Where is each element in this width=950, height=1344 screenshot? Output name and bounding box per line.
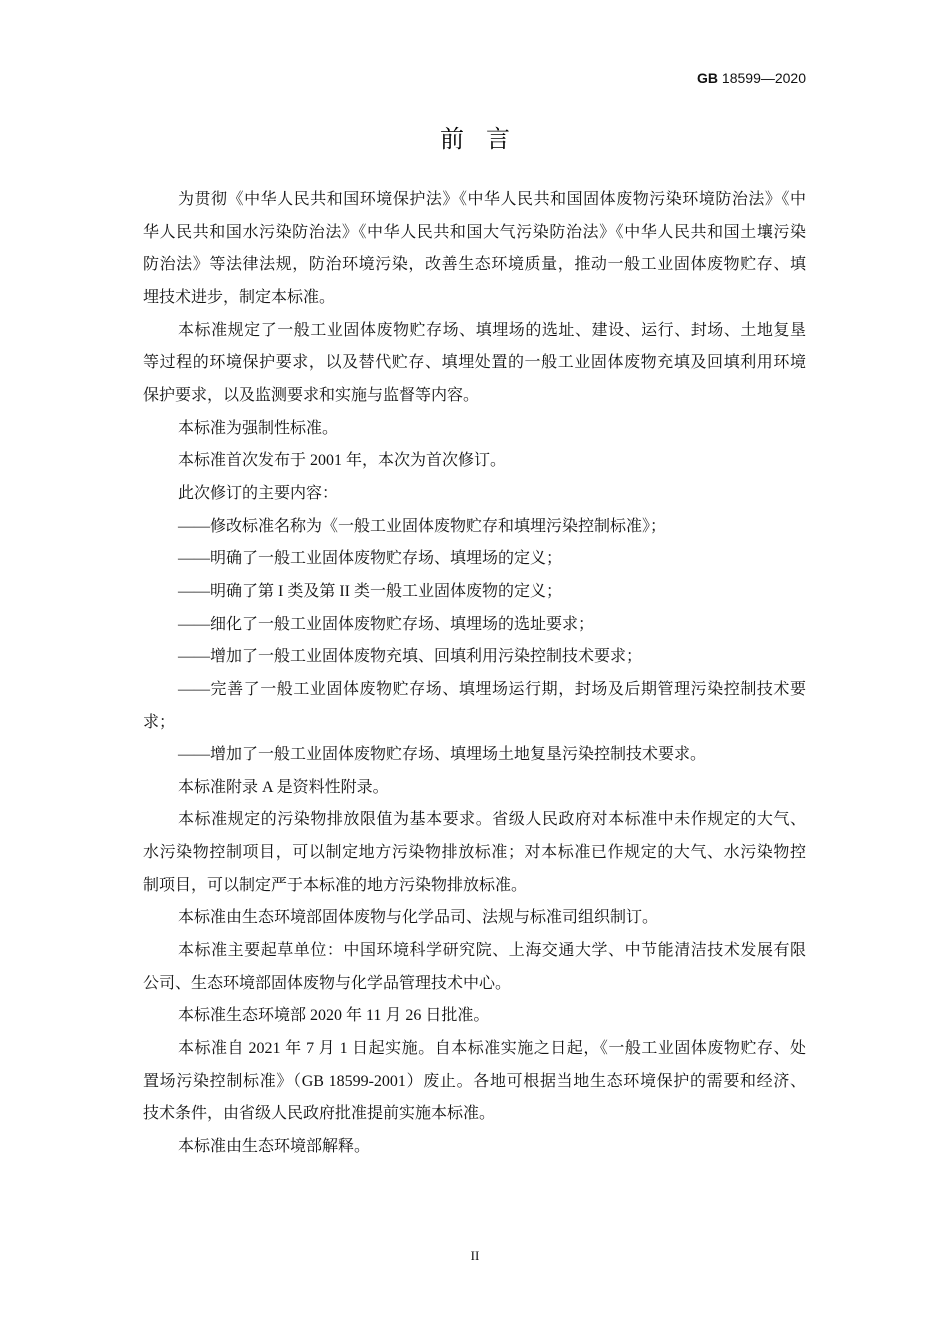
paragraph xyxy=(143,674,806,739)
paragraph-line: ——细化了一般工业固体废物贮存场、填埋场的选址要求； xyxy=(178,615,595,633)
paragraph xyxy=(143,184,806,315)
paragraph-line: 本标准为强制性标准。 xyxy=(178,419,339,437)
paragraph xyxy=(143,413,806,446)
paragraph-line: 本标准由生态环境部固体废物与化学品司、法规与标准司组织制订。 xyxy=(178,909,659,927)
paragraph xyxy=(143,315,806,413)
paragraph-line: 此次修订的主要内容： xyxy=(178,484,339,502)
paragraph xyxy=(143,1033,806,1131)
standard-code-header xyxy=(697,69,806,87)
paragraph-line: 公司、生态环境部固体废物与化学品管理技术中心。 xyxy=(143,974,512,992)
paragraph-line: 为贯彻《中华人民共和国环境保护法》《中华人民共和国固体废物污染环境防治法》《中 xyxy=(178,191,806,208)
paragraph-line: 本标准自 2021 年 7 月 1 日起实施。自本标准实施之日起，《一般工业固体废物贮存、处 xyxy=(178,1040,806,1058)
paragraph xyxy=(143,543,806,576)
paragraph-line: 等过程的环境保护要求，以及替代贮存、填埋处置的一般工业固体废物充填及回填利用环境 xyxy=(143,354,806,372)
paragraph xyxy=(143,609,806,642)
paragraph-line: 本标准主要起草单位：中国环境科学研究院、上海交通大学、中节能清洁技术发展有限 xyxy=(178,942,806,960)
paragraph xyxy=(143,935,806,1000)
paragraph-line: 保护要求，以及监测要求和实施与监督等内容。 xyxy=(143,386,480,404)
paragraph-line: 埋技术进步，制定本标准。 xyxy=(143,288,336,306)
paragraph-line: 本标准规定了一般工业固体废物贮存场、填埋场的选址、建设、运行、封场、土地复垦 xyxy=(178,321,806,339)
paragraph-line: 本标准生态环境部 2020 年 11 月 26 日批准。 xyxy=(178,1007,490,1025)
page-number: II xyxy=(470,1248,480,1263)
paragraph-line: 技术条件，由省级人民政府批准提前实施本标准。 xyxy=(143,1105,496,1123)
paragraph-line: 本标准附录 A 是资料性附录。 xyxy=(178,778,389,796)
paragraph-line: ——明确了第 I 类及第 II 类一般工业固体废物的定义； xyxy=(178,582,562,600)
paragraph-line: 制项目，可以制定严于本标准的地方污染物排放标准。 xyxy=(143,876,528,894)
paragraph xyxy=(143,445,806,478)
paragraph-line: 置场污染控制标准》（GB 18599-2001）废止。各地可根据当地生态环境保护的需要和经济、 xyxy=(143,1072,806,1090)
paragraph-line: 本标准规定的污染物排放限值为基本要求。省级人民政府对本标准中未作规定的大气、 xyxy=(178,811,806,829)
paragraph xyxy=(143,511,806,544)
paragraph-line: 求； xyxy=(143,713,176,731)
standard-code-prefix: GB xyxy=(697,70,719,86)
paragraph-line: 防治法》等法律法规，防治环境污染，改善生态环境质量，推动一般工业固体废物贮存、填 xyxy=(143,256,806,274)
page-title: 前 言 xyxy=(440,127,518,153)
paragraph-line: 本标准由生态环境部解释。 xyxy=(178,1138,371,1156)
paragraph-line: ——明确了一般工业固体废物贮存场、填埋场的定义； xyxy=(178,550,563,568)
paragraph xyxy=(143,641,806,674)
paragraph xyxy=(143,1131,806,1164)
paragraph xyxy=(143,739,806,772)
paragraph-line: ——增加了一般工业固体废物充填、回填利用污染控制技术要求； xyxy=(178,648,643,666)
paragraph xyxy=(143,772,806,805)
paragraph xyxy=(143,1000,806,1033)
paragraph xyxy=(143,804,806,902)
paragraph-line: 水污染物控制项目，可以制定地方污染物排放标准；对本标准已作规定的大气、水污染物控 xyxy=(143,844,806,862)
paragraph xyxy=(143,576,806,609)
paragraph-line: 华人民共和国水污染防治法》《中华人民共和国大气污染防治法》《中华人民共和国土壤污染 xyxy=(143,223,806,241)
paragraph xyxy=(143,478,806,511)
preface-body xyxy=(143,184,806,1164)
standard-code-number: 18599—2020 xyxy=(721,70,806,86)
paragraph xyxy=(143,902,806,935)
paragraph-line: ——修改标准名称为《一般工业固体废物贮存和填埋污染控制标准》； xyxy=(178,517,667,535)
paragraph-line: ——完善了一般工业固体废物贮存场、填埋场运行期，封场及后期管理污染控制技术要 xyxy=(178,680,806,698)
paragraph-line: 本标准首次发布于 2001 年，本次为首次修订。 xyxy=(178,452,507,470)
paragraph-line: ——增加了一般工业固体废物贮存场、填埋场土地复垦污染控制技术要求。 xyxy=(178,746,707,764)
